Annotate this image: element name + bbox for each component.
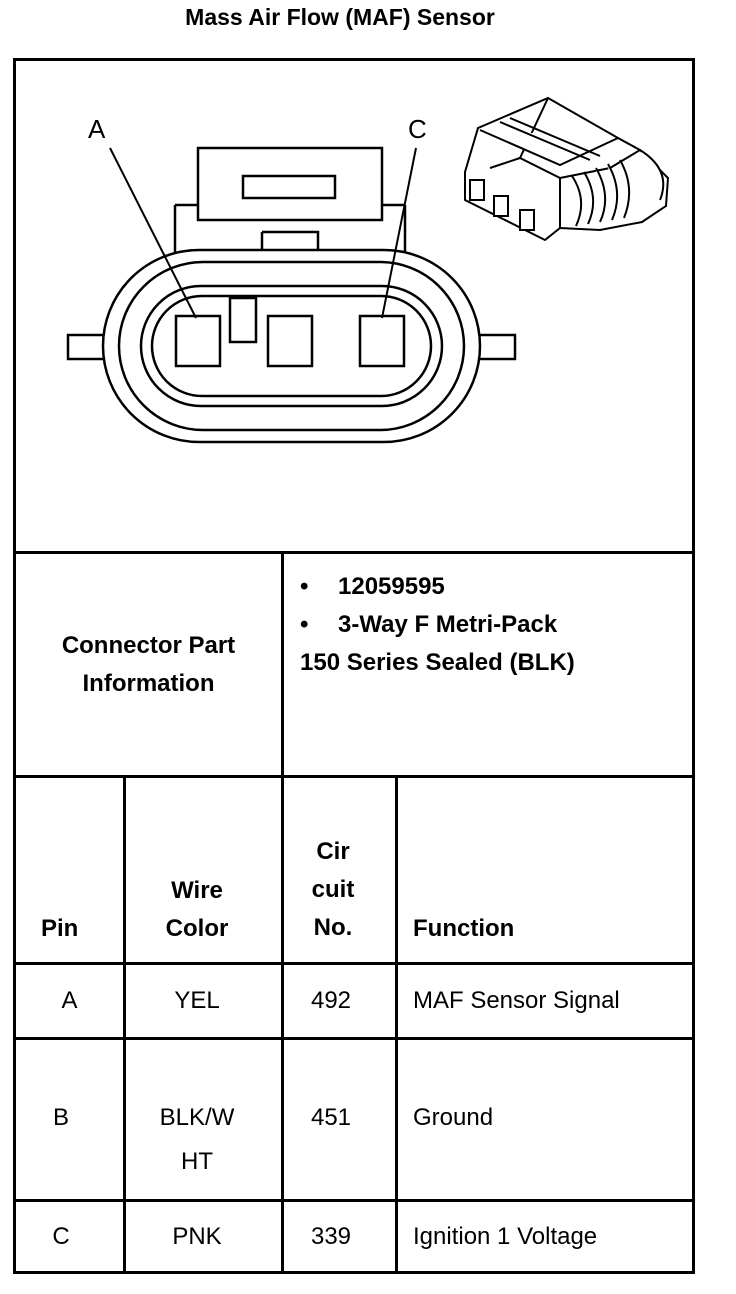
connector-info: • 12059595 • 3-Way F Metri-Pack 150 Series Sealed (BLK) xyxy=(300,568,690,682)
bullet-item: • 12059595 xyxy=(300,573,445,600)
header-pin: Pin xyxy=(41,915,79,942)
header-wire-color: Wire Color xyxy=(165,877,229,942)
table-cell-function: Ignition 1 Voltage xyxy=(413,1223,598,1250)
connector-diagram xyxy=(0,0,736,560)
divider xyxy=(13,775,695,778)
bullet-item: • 3-Way F Metri-Pack xyxy=(300,611,558,638)
terminal-a xyxy=(176,316,220,366)
table-cell-circuit: 492 xyxy=(310,987,352,1014)
connector-label: Connector Part Information xyxy=(61,632,236,697)
table-cell-pin: C xyxy=(52,1223,70,1250)
terminal-c xyxy=(360,316,404,366)
table-cell-color: YEL xyxy=(174,987,220,1014)
divider xyxy=(13,1037,695,1040)
table-cell-pin: B xyxy=(52,1104,69,1131)
divider xyxy=(13,551,695,554)
table-cell-pin: A xyxy=(61,987,78,1014)
divider xyxy=(123,775,126,1274)
connector-3d-icon xyxy=(465,98,668,240)
divider xyxy=(13,1199,695,1202)
terminal-b xyxy=(268,316,312,366)
table-cell-circuit: 339 xyxy=(310,1223,352,1250)
header-circuit: Cir cuit No. xyxy=(311,838,355,941)
table-cell-color: PNK xyxy=(172,1223,222,1250)
table-cell-function: MAF Sensor Signal xyxy=(413,987,620,1014)
pin-label-a: A xyxy=(88,114,106,144)
table-cell-function: Ground xyxy=(413,1104,494,1131)
divider xyxy=(395,775,398,1274)
page-title: Mass Air Flow (MAF) Sensor xyxy=(185,4,495,30)
table-cell-circuit: 451 xyxy=(310,1104,352,1131)
header-function: Function xyxy=(413,915,515,942)
pin-label-c: C xyxy=(408,114,427,144)
table-cell-color: BLK/W HT xyxy=(159,1104,235,1175)
divider xyxy=(13,962,695,965)
